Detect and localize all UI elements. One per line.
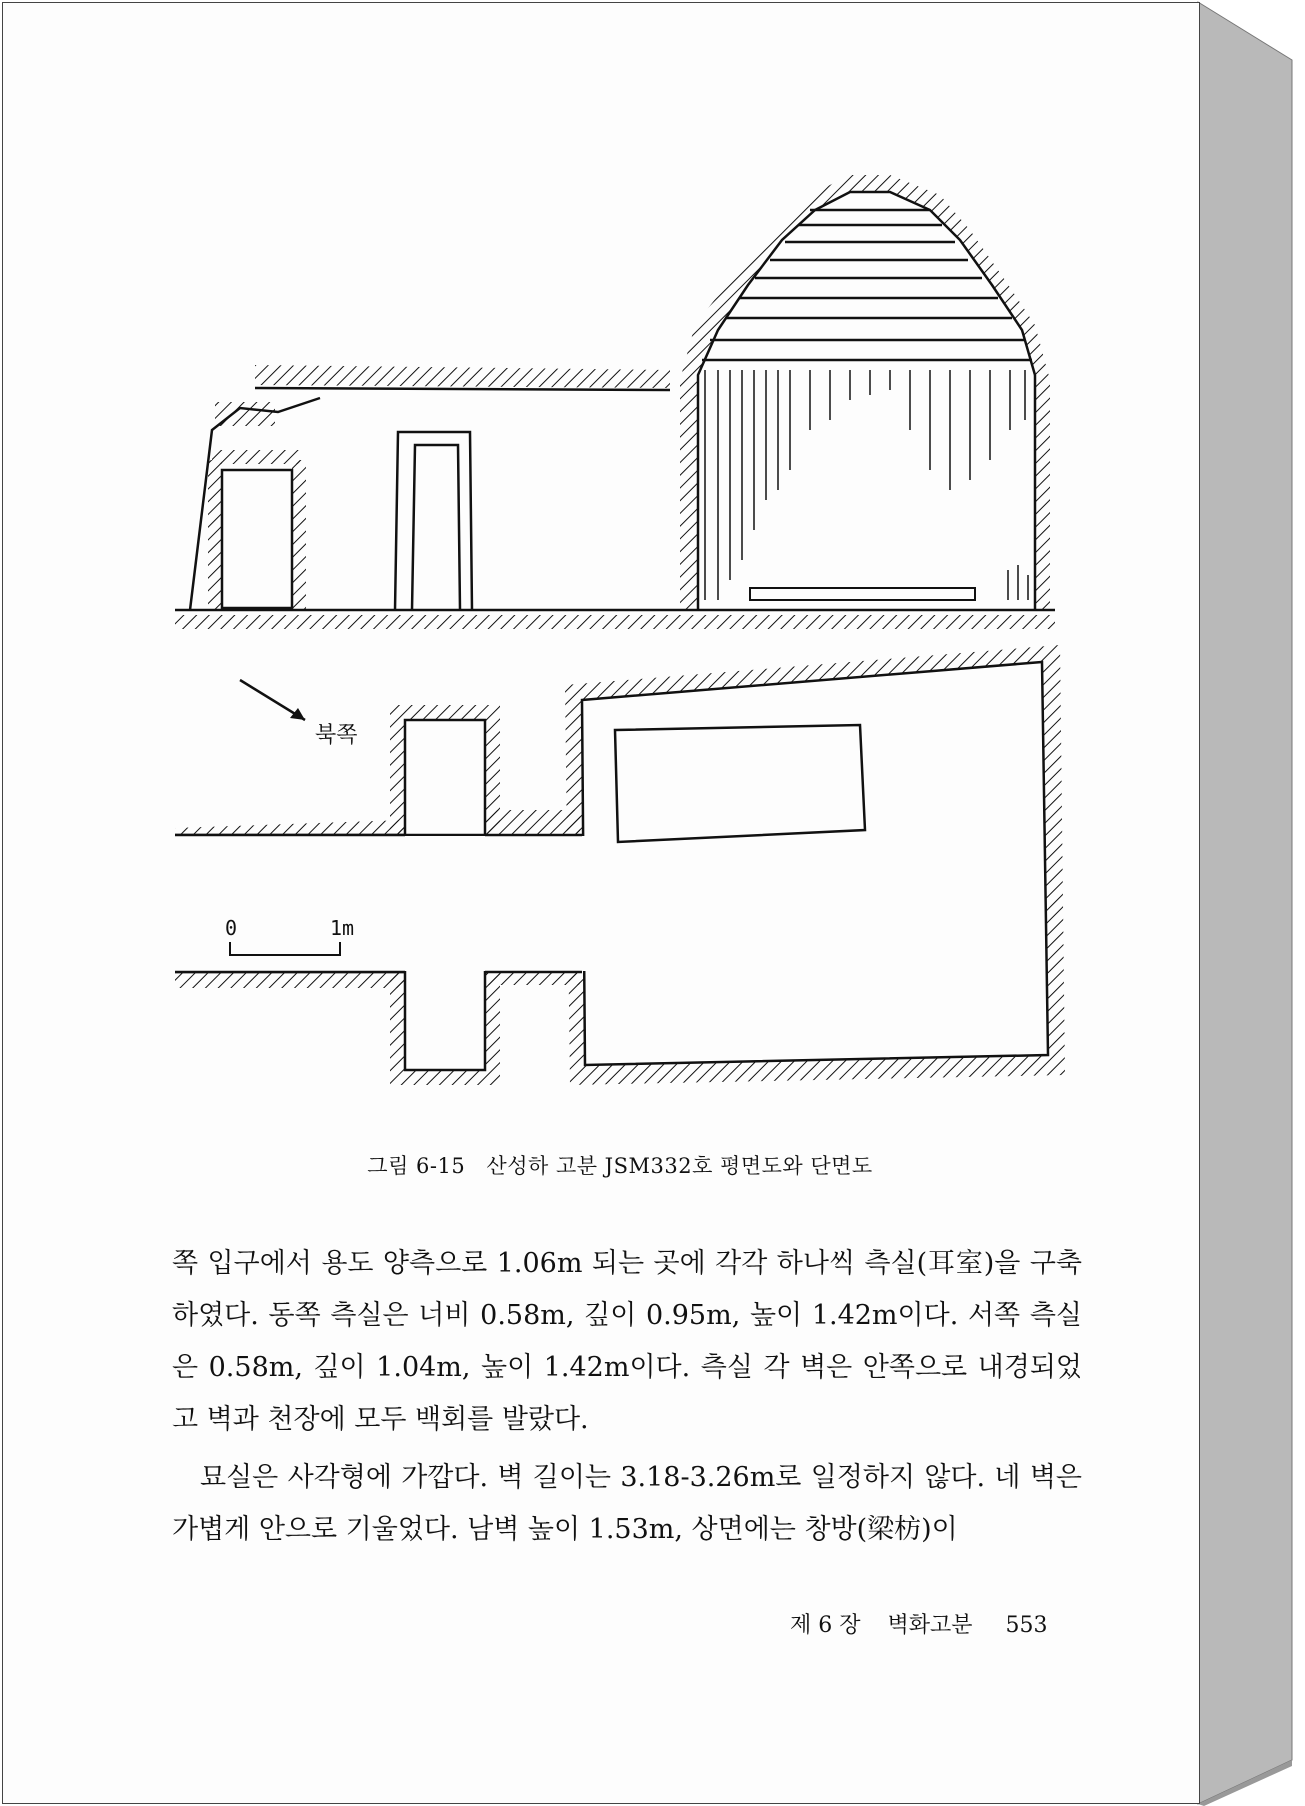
scale-zero-label: 0 bbox=[225, 916, 238, 940]
figure-number: 그림 6-15 bbox=[367, 1154, 466, 1178]
page-number: 553 bbox=[1005, 1613, 1048, 1638]
chapter-title: 벽화고분 bbox=[887, 1613, 973, 1638]
plan-view bbox=[175, 645, 1065, 1085]
figure-title: 산성하 고분 JSM332호 평면도와 단면도 bbox=[486, 1154, 873, 1178]
paragraph-1: 쪽 입구에서 용도 양측으로 1.06m 되는 곳에 각각 하나씩 측실(耳室)을 구축하였다. 동쪽 측실은 너비 0.58m, 깊이 0.95m, 높이 1.42m이다. 서쪽 측실은 0.58m, 깊이 1.04m, 높이 1.42m이다. 측실 각 벽은 안쪽으로 내경되었고 벽과 천장에 모두 백회를 발랐다. bbox=[172, 1248, 1082, 1435]
north-label: 북쪽 bbox=[315, 723, 358, 748]
page-footer bbox=[790, 1608, 1090, 1639]
tomb-plan-and-section-drawing bbox=[170, 170, 1080, 1120]
chapter-number: 제 6 장 bbox=[790, 1613, 861, 1638]
scale-one-meter-label: 1m bbox=[330, 916, 355, 940]
paragraph-2: 묘실은 사각형에 가깝다. 벽 길이는 3.18-3.26m로 일정하지 않다. 네 벽은 가볍게 안으로 기울었다. 남벽 높이 1.53m, 상면에는 창방(梁枋)이 bbox=[172, 1462, 1082, 1545]
body-text bbox=[172, 1238, 1082, 1556]
figure-caption bbox=[0, 1150, 1240, 1180]
section-view bbox=[175, 175, 1055, 629]
